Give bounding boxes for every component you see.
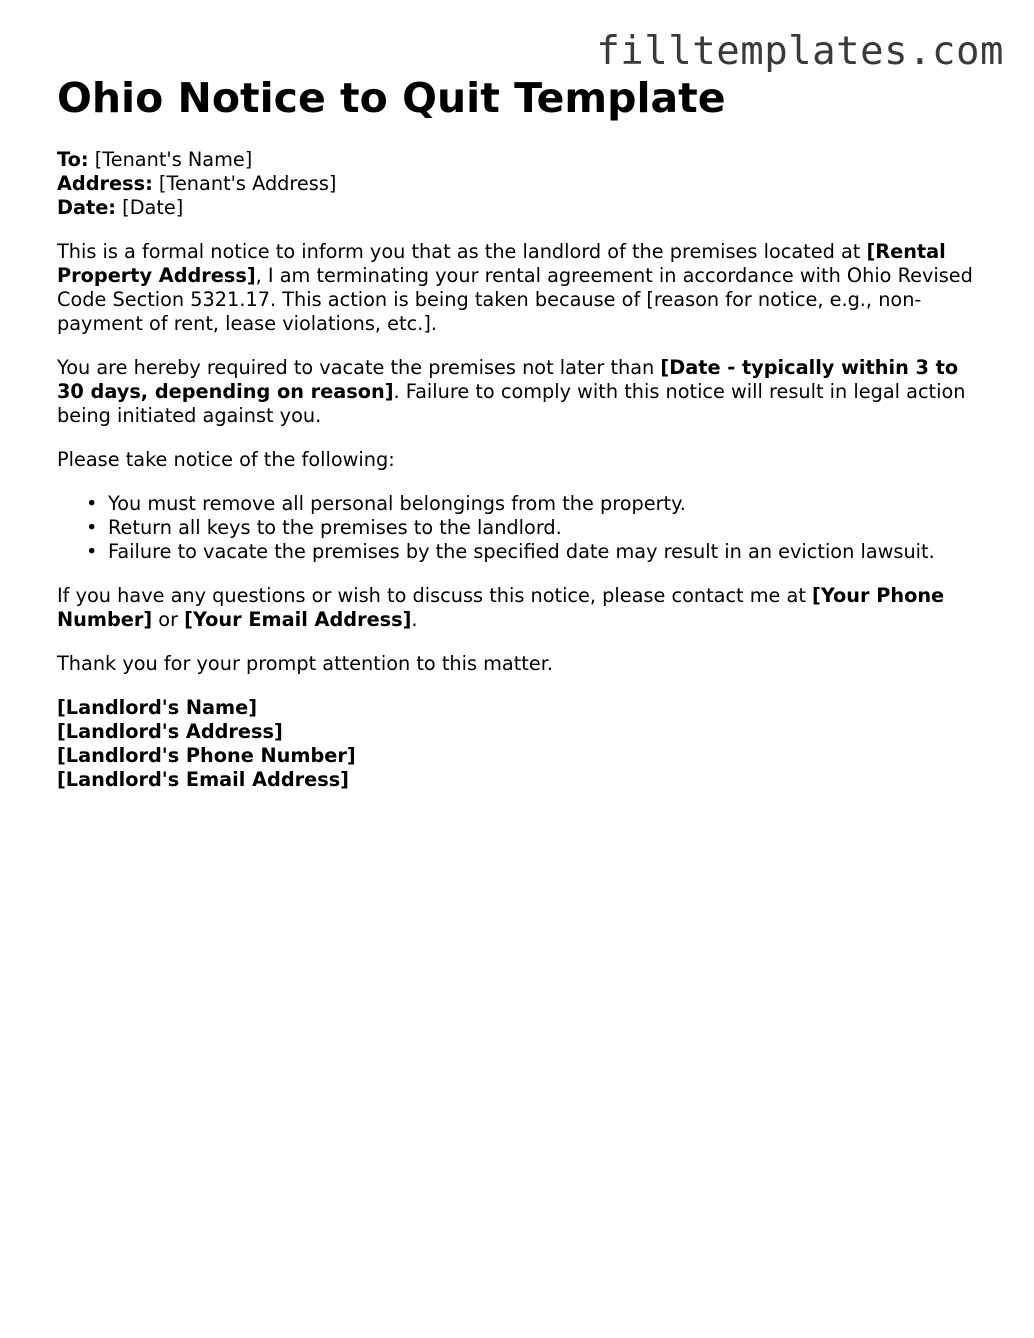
contact-text-a: If you have any questions or wish to discuss this notice, please contact me at xyxy=(57,584,813,607)
your-email-address: [Your Email Address] xyxy=(184,608,412,631)
vacate-paragraph xyxy=(57,356,987,428)
bullet-icon: • xyxy=(86,492,98,515)
contact-text-c: . xyxy=(411,608,418,631)
to-line xyxy=(57,148,987,172)
landlord-phone: [Landlord's Phone Number] xyxy=(57,744,356,767)
contact-paragraph xyxy=(57,584,987,632)
list-item xyxy=(86,516,987,540)
notice-list xyxy=(57,492,987,564)
to-value: [Tenant's Name] xyxy=(94,148,253,171)
address-value: [Tenant's Address] xyxy=(158,172,337,195)
list-item xyxy=(86,492,987,516)
vacate-date: [Date - typically within 3 to 30 days, depending on reason] xyxy=(57,356,959,403)
landlord-name: [Landlord's Name] xyxy=(57,696,258,719)
list-item-text: You must remove all personal belongings from the property. xyxy=(108,492,686,515)
your-phone-number: [Your Phone Number] xyxy=(57,584,945,631)
date-label: Date: xyxy=(57,196,117,219)
date-line xyxy=(57,196,987,220)
vacate-text-b: . Failure to comply with this notice will result in legal action being initiated against you. xyxy=(57,380,966,427)
contact-text-b: or xyxy=(152,608,185,631)
termination-paragraph xyxy=(57,240,987,336)
termination-text-b: , I am terminating your rental agreement in accordance with Ohio Revised Code Section 5321.17. This action is being taken because of [reason for notice, e.g., non-payment of rent, lease violations, etc.]. xyxy=(57,264,973,335)
bullet-icon: • xyxy=(86,540,98,563)
landlord-address: [Landlord's Address] xyxy=(57,720,283,743)
date-value: [Date] xyxy=(122,196,184,219)
list-item-text: Return all keys to the premises to the landlord. xyxy=(108,516,562,539)
notice-intro-paragraph: Please take notice of the following: xyxy=(57,448,395,471)
recipient-block xyxy=(57,148,987,220)
list-item xyxy=(86,540,987,564)
bullet-icon: • xyxy=(86,516,98,539)
vacate-text-a: You are hereby required to vacate the premises not later than xyxy=(57,356,661,379)
address-label: Address: xyxy=(57,172,153,195)
document-page xyxy=(57,0,987,792)
page-title: Ohio Notice to Quit Template xyxy=(57,74,726,122)
to-label: To: xyxy=(57,148,89,171)
site-watermark: filltemplates.com xyxy=(596,29,1004,74)
termination-text-a: This is a formal notice to inform you that as the landlord of the premises located at xyxy=(57,240,867,263)
list-item-text: Failure to vacate the premises by the specified date may result in an eviction lawsuit. xyxy=(108,540,935,563)
rental-property-address: [Rental Property Address] xyxy=(57,240,946,287)
landlord-email: [Landlord's Email Address] xyxy=(57,768,349,791)
address-line xyxy=(57,172,987,196)
signature-block xyxy=(57,696,987,792)
thank-you-paragraph: Thank you for your prompt attention to this matter. xyxy=(57,652,554,675)
